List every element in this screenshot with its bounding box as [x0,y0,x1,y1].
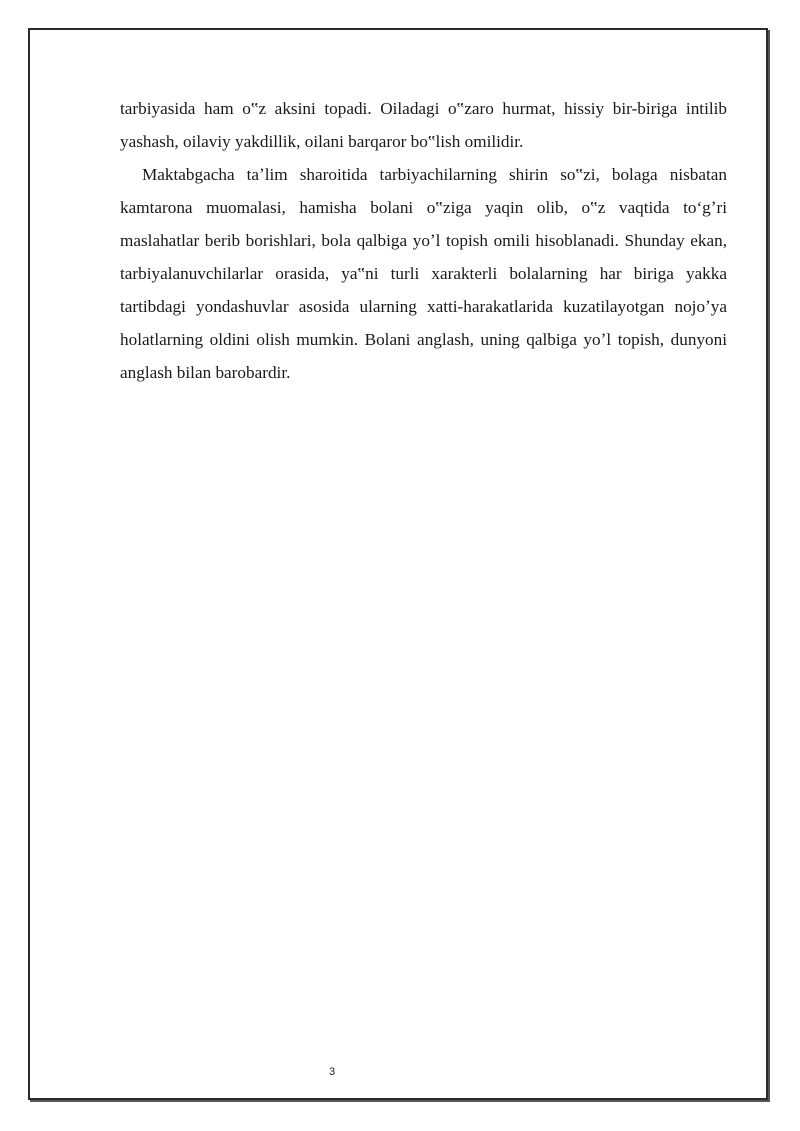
page-number: 3 [328,1066,336,1078]
paragraph-preschool-education: Maktabgacha taʼlim sharoitida tarbiyachilarning shirin so‟zi, bolaga nisbatan kamtarona muomalasi, hamisha bolani o‟ziga yaqin olib, o‟z vaqtida toʻgʼri maslahatlar berib borishlari, bola qalbiga yoʼl topish omili hisoblanadi. Shunday ekan, tarbiyalanuvchilarlar orasida, ya‟ni turli xarakterli bolalarning har biriga yakka tartibdagi yondashuvlar asosida ularning xatti-harakatlarida kuzatilayotgan nojoʼya holatlarning oldini olish mumkin. Bolani anglash, uning qalbiga yoʼl topish, dunyoni anglash bilan barobardir. [120,165,727,382]
paragraph-continuation: tarbiyasida ham o‟z aksini topadi. Oiladagi o‟zaro hurmat, hissiy bir-biriga intilib yashash, oilaviy yakdillik, oilani barqaror bo‟lish omilidir. [120,99,727,151]
body-text [120,92,727,389]
